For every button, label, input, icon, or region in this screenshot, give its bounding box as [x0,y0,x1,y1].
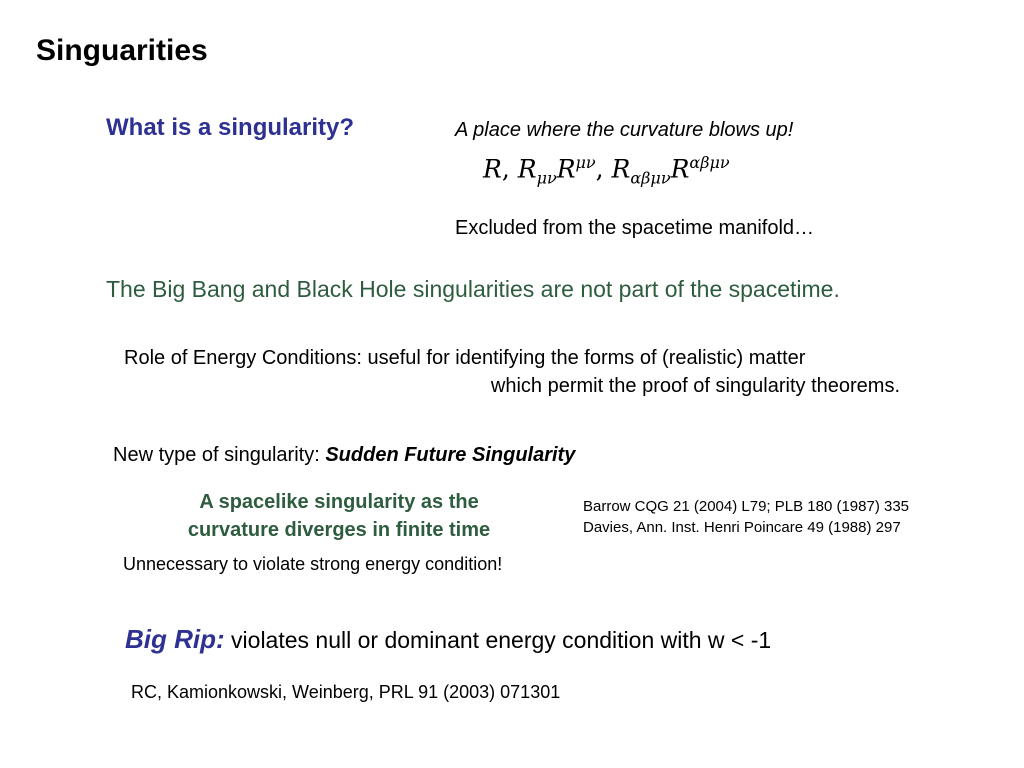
formula-ricci-upper-index: μν [575,153,596,172]
reference-barrow: Barrow CQG 21 (2004) L79; PLB 180 (1987) 335 [583,498,910,515]
strong-energy-note: Unnecessary to violate strong energy condition! [123,554,503,574]
formula-sep: , [595,154,604,184]
formula-ricci-lower: R [517,154,537,184]
excluded-text: Excluded from the spacetime manifold… [455,217,815,239]
spacelike-statement [155,488,523,544]
formula-riemann-lower: R [611,154,631,184]
formula-riemann-upper-index: αβμν [689,153,730,172]
bigbang-statement: The Big Bang and Black Hole singularities are not part of the spacetime. [106,276,840,302]
role-line-2: which permit the proof of singularity theorems. [490,375,900,397]
spacelike-line-2: curvature diverges in finite time [187,519,491,541]
big-rip-line [125,624,771,655]
reference-caldwell: RC, Kamionkowski, Weinberg, PRL 91 (2003) 071301 [131,682,561,702]
formula-riemann-lower-index: αβμν [630,168,671,188]
slide-title: Singuarities [36,34,208,67]
answer-text: A place where the curvature blows up! [455,119,794,141]
new-type-prefix: New type of singularity: [113,444,326,466]
formula-R: R [483,154,502,184]
formula-ricci-upper: R [556,154,576,184]
spacelike-line-1: A spacelike singularity as the [199,491,479,513]
role-line-1: Role of Energy Conditions: useful for identifying the forms of (realistic) matter [124,347,806,369]
big-rip-description: violates null or dominant energy condition with w < -1 [224,627,772,653]
question-heading: What is a singularity? [106,114,355,141]
formula-ricci-lower-index: μν [536,168,557,188]
formula-riemann-upper: R [670,154,690,184]
big-rip-label: Big Rip: [125,624,225,654]
sudden-future-singularity: Sudden Future Singularity [325,444,576,466]
new-type-line [113,444,575,467]
curvature-formula [483,153,730,187]
reference-davies: Davies, Ann. Inst. Henri Poincare 49 (1988) 297 [583,519,901,536]
energy-conditions-paragraph [124,344,900,400]
barrow-davies-references [583,496,909,538]
formula-sep: , [501,154,510,184]
